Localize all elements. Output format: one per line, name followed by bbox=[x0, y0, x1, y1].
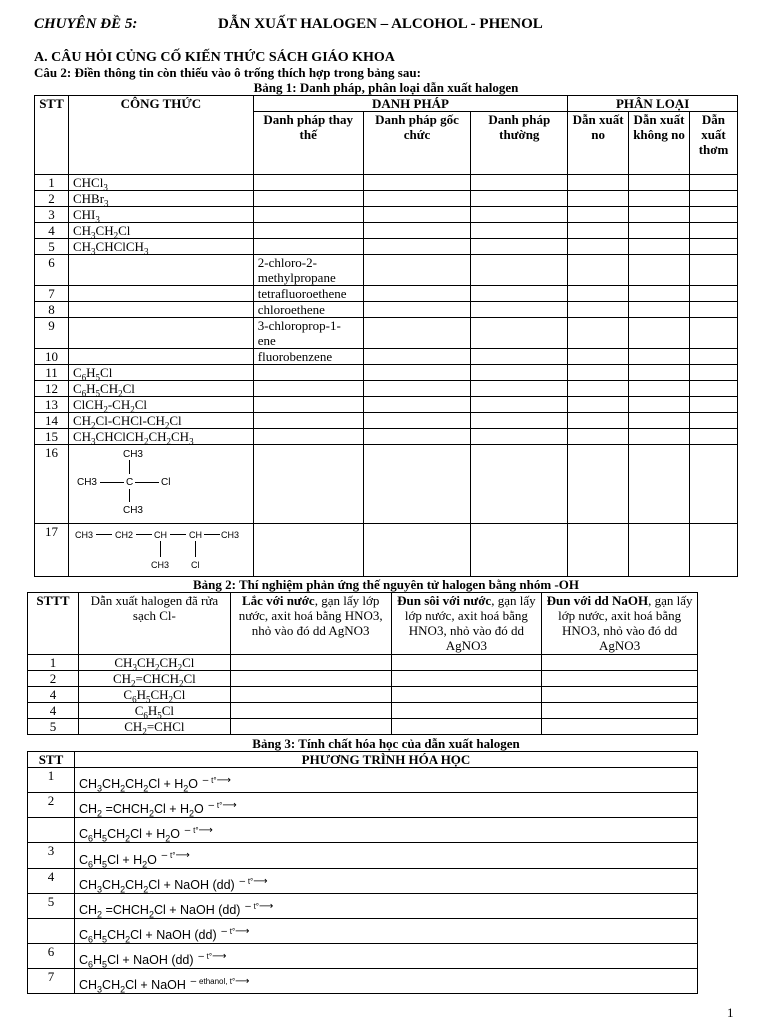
blank-cell[interactable] bbox=[689, 239, 737, 255]
reaction-condition: t° bbox=[247, 876, 254, 886]
table-row bbox=[35, 223, 738, 239]
row-number: 3 bbox=[28, 843, 75, 868]
formula-cell: $CH_2=CHCH_2Cl$ bbox=[78, 671, 230, 687]
formula-cell bbox=[68, 255, 253, 286]
formula-cell: $ClCH_2-CH_2Cl$ bbox=[68, 397, 253, 413]
row-number: 1 bbox=[28, 655, 79, 671]
formula-cell: $CH_2=CHCl$ bbox=[78, 719, 230, 735]
table-row bbox=[35, 413, 738, 429]
blank-cell[interactable] bbox=[629, 255, 690, 286]
blank-cell[interactable] bbox=[471, 239, 568, 255]
header-common-name: Danh pháp thường bbox=[471, 112, 568, 175]
row-number: 3 bbox=[35, 207, 69, 223]
blank-cell[interactable] bbox=[391, 671, 542, 687]
table-row bbox=[28, 893, 698, 918]
substitutive-name-cell[interactable]: chloroethene bbox=[253, 302, 363, 318]
naoh-text: , gạn lấy lớp nước, axit hoá bằng HNO3, nhỏ vào đó dd AgNO3 bbox=[558, 593, 693, 653]
blank-cell[interactable] bbox=[391, 703, 542, 719]
struct17-c1: CH3 bbox=[74, 530, 93, 540]
equation-text: $CH_3CH_2Cl$ + NaOH bbox=[78, 978, 186, 995]
row-number: 8 bbox=[35, 302, 69, 318]
blank-cell[interactable] bbox=[471, 381, 568, 397]
reaction-arrow-icon: – t°⟶ bbox=[158, 850, 190, 862]
blank-cell[interactable] bbox=[689, 318, 737, 349]
blank-cell[interactable] bbox=[230, 671, 391, 687]
row-number: 6 bbox=[35, 255, 69, 286]
table3-caption: Bảng 3: Tính chất hóa học của dẫn xuất halogen bbox=[252, 736, 520, 751]
blank-cell[interactable] bbox=[689, 175, 737, 191]
header-stt: STTT bbox=[28, 593, 79, 655]
blank-cell[interactable] bbox=[471, 413, 568, 429]
blank-cell[interactable] bbox=[689, 429, 737, 445]
blank-cell[interactable] bbox=[363, 429, 471, 445]
structure-17 bbox=[68, 524, 253, 577]
table-row bbox=[35, 318, 738, 349]
table-row bbox=[28, 944, 698, 969]
blank-cell[interactable] bbox=[471, 223, 568, 239]
blank-cell[interactable] bbox=[363, 255, 471, 286]
boil-bold: Đun sôi với nước bbox=[397, 593, 492, 608]
row-number: 17 bbox=[35, 524, 69, 577]
substitutive-name-cell[interactable] bbox=[253, 175, 363, 191]
formula-cell: CHCl$_3$ bbox=[68, 175, 253, 191]
formula-cell: $CH_3CHClCH_2CH_2CH_3$ bbox=[68, 429, 253, 445]
section-a-heading: A. CÂU HỎI CỦNG CỐ KIẾN THỨC SÁCH GIÁO KHOA bbox=[34, 50, 395, 65]
row-number bbox=[28, 918, 75, 943]
table-row bbox=[28, 768, 698, 793]
bond-line bbox=[170, 534, 186, 535]
formula-cell: $CH_3CH_2Cl$ bbox=[68, 223, 253, 239]
equation-cell[interactable] bbox=[74, 818, 697, 843]
struct16-ch3-top: CH3 bbox=[122, 449, 143, 460]
bond-line bbox=[136, 534, 152, 535]
reaction-condition: t° bbox=[211, 776, 217, 785]
blank-cell[interactable] bbox=[568, 365, 629, 381]
equation-cell[interactable] bbox=[74, 768, 697, 793]
equation-text: $CH_2$ $=CHCH_2Cl + H_2O$ bbox=[78, 802, 204, 819]
formula-cell bbox=[68, 349, 253, 365]
blank-cell[interactable] bbox=[689, 286, 737, 302]
header-substitutive-name: Danh pháp thay thế bbox=[253, 112, 363, 175]
blank-cell[interactable] bbox=[363, 207, 471, 223]
struct17-sub1: CH3 bbox=[150, 560, 169, 570]
equation-cell[interactable] bbox=[74, 918, 697, 943]
substitutive-name-cell[interactable] bbox=[253, 239, 363, 255]
struct16-ch3-bottom: CH3 bbox=[122, 505, 143, 516]
question-text: Câu 2: Điền thông tin còn thiếu vào ô trống thích hợp trong bảng sau: bbox=[34, 65, 421, 80]
formula-cell: $C_6H_5CH_2Cl$ bbox=[78, 687, 230, 703]
struct16-ch3-left: CH3 bbox=[76, 477, 97, 488]
blank-cell[interactable] bbox=[689, 397, 737, 413]
substitutive-name-cell[interactable] bbox=[253, 413, 363, 429]
row-number: 2 bbox=[35, 191, 69, 207]
blank-cell[interactable] bbox=[629, 239, 690, 255]
nomenclature-table bbox=[34, 95, 738, 577]
blank-cell[interactable] bbox=[629, 223, 690, 239]
page-number: 1 bbox=[727, 1005, 734, 1020]
table-row bbox=[35, 429, 738, 445]
table-row bbox=[28, 655, 698, 671]
table1-caption: Bảng 1: Danh pháp, phân loại dẫn xuất halogen bbox=[253, 80, 519, 95]
blank-cell[interactable] bbox=[471, 429, 568, 445]
blank-cell[interactable] bbox=[471, 255, 568, 286]
reaction-arrow-icon: – t°⟶ bbox=[236, 875, 268, 887]
equation-cell[interactable] bbox=[74, 893, 697, 918]
struct16-chlorine: Cl bbox=[160, 477, 171, 488]
blank-cell[interactable] bbox=[629, 175, 690, 191]
blank-cell[interactable] bbox=[542, 687, 698, 703]
blank-cell[interactable] bbox=[363, 191, 471, 207]
blank-cell[interactable] bbox=[689, 207, 737, 223]
reaction-arrow-icon: – t°⟶ bbox=[205, 800, 237, 812]
blank-cell[interactable] bbox=[568, 286, 629, 302]
blank-cell[interactable] bbox=[629, 349, 690, 365]
row-number: 9 bbox=[35, 318, 69, 349]
blank-cell[interactable] bbox=[629, 429, 690, 445]
table2-caption: Bảng 2: Thí nghiệm phản ứng thế nguyên tử halogen bằng nhóm -OH bbox=[193, 577, 579, 592]
table-row bbox=[35, 445, 738, 524]
reaction-arrow-icon: – t°⟶ bbox=[181, 825, 213, 837]
blank-cell[interactable] bbox=[471, 397, 568, 413]
header-saturated: Dẫn xuất no bbox=[568, 112, 629, 175]
row-number: 16 bbox=[35, 445, 69, 524]
header-stt: STT bbox=[35, 96, 69, 175]
blank-cell[interactable] bbox=[629, 191, 690, 207]
blank-cell[interactable] bbox=[471, 318, 568, 349]
table-row bbox=[28, 687, 698, 703]
formula-cell bbox=[68, 318, 253, 349]
bond-line bbox=[100, 482, 124, 483]
table-row bbox=[28, 719, 698, 735]
substitutive-name-cell[interactable]: 2-chloro-2-methylpropane bbox=[253, 255, 363, 286]
table-row bbox=[28, 793, 698, 818]
row-number: 5 bbox=[35, 239, 69, 255]
blank-cell[interactable] bbox=[363, 175, 471, 191]
reaction-arrow-icon: – t°⟶ bbox=[242, 900, 274, 912]
formula-cell: CHBr$_3$ bbox=[68, 191, 253, 207]
blank-cell[interactable] bbox=[542, 671, 698, 687]
row-number bbox=[28, 818, 75, 843]
row-number: 14 bbox=[35, 413, 69, 429]
row-number: 4 bbox=[28, 703, 79, 719]
topic-label: CHUYÊN ĐỀ 5: bbox=[34, 16, 138, 32]
formula-cell: $C_6H_5Cl$ bbox=[68, 365, 253, 381]
table-row bbox=[35, 524, 738, 577]
struct17-c5: CH3 bbox=[220, 530, 239, 540]
substitutive-name-cell[interactable] bbox=[253, 207, 363, 223]
row-number: 5 bbox=[28, 893, 75, 918]
bond-line bbox=[195, 541, 196, 557]
formula-cell: $C_6H_5CH_2Cl$ bbox=[68, 381, 253, 397]
table-row bbox=[35, 207, 738, 223]
formula-cell: $CH_3CH_2CH_2Cl$ bbox=[78, 655, 230, 671]
row-number: 11 bbox=[35, 365, 69, 381]
row-number: 12 bbox=[35, 381, 69, 397]
blank-cell[interactable] bbox=[689, 223, 737, 239]
struct17-sub2: Cl bbox=[190, 560, 200, 570]
header-stt: STT bbox=[28, 752, 75, 768]
blank-cell[interactable] bbox=[568, 223, 629, 239]
reaction-condition: t° bbox=[229, 926, 236, 936]
blank-cell[interactable] bbox=[363, 381, 471, 397]
bond-line bbox=[160, 541, 161, 557]
blank-cell[interactable] bbox=[629, 286, 690, 302]
row-number: 15 bbox=[35, 429, 69, 445]
page-title: DẪN XUẤT HALOGEN – ALCOHOL - PHENOL bbox=[218, 16, 543, 32]
table-row bbox=[28, 703, 698, 719]
blank-cell[interactable] bbox=[629, 381, 690, 397]
struct17-c4: CH bbox=[188, 530, 202, 540]
reaction-arrow-icon: – t°⟶ bbox=[218, 925, 250, 937]
blank-cell[interactable] bbox=[629, 413, 690, 429]
blank-cell[interactable] bbox=[363, 318, 471, 349]
formula-cell: $CH_2Cl-CHCl-CH_2Cl$ bbox=[68, 413, 253, 429]
table-row bbox=[35, 349, 738, 365]
table-row bbox=[28, 918, 698, 943]
blank-cell[interactable] bbox=[363, 286, 471, 302]
table-row bbox=[28, 843, 698, 868]
blank-cell[interactable] bbox=[629, 302, 690, 318]
header-classification: PHÂN LOẠI bbox=[568, 96, 738, 112]
header-shake-water bbox=[230, 593, 391, 655]
formula-cell: $CHI_3$ bbox=[68, 207, 253, 223]
row-number: 6 bbox=[28, 944, 75, 969]
blank-cell[interactable] bbox=[391, 719, 542, 735]
blank-cell[interactable] bbox=[629, 318, 690, 349]
row-number: 4 bbox=[28, 687, 79, 703]
experiment-table bbox=[27, 592, 698, 735]
blank-cell[interactable] bbox=[471, 191, 568, 207]
blank-cell[interactable] bbox=[230, 703, 391, 719]
blank-cell[interactable] bbox=[391, 687, 542, 703]
equation-text: $CH_3CH_2CH_2Cl$ + NaOH (dd) bbox=[78, 877, 235, 895]
table-row bbox=[35, 365, 738, 381]
header-boil-water bbox=[391, 593, 542, 655]
blank-cell[interactable] bbox=[689, 413, 737, 429]
equation-cell[interactable] bbox=[74, 944, 697, 969]
table-row bbox=[35, 239, 738, 255]
blank-cell[interactable] bbox=[568, 302, 629, 318]
formula-cell bbox=[68, 286, 253, 302]
substitutive-name-cell[interactable]: 3-chloroprop-1-ene bbox=[253, 318, 363, 349]
reaction-arrow-icon: – t°⟶ bbox=[195, 951, 227, 963]
blank-cell[interactable] bbox=[568, 255, 629, 286]
blank-cell[interactable] bbox=[471, 365, 568, 381]
struct17-c3: CH bbox=[153, 530, 167, 540]
boil-text: , gạn lấy lớp nước, axit hoá bằng HNO3, nhỏ vào đó dd AgNO3 bbox=[404, 593, 536, 653]
row-number: 4 bbox=[28, 868, 75, 893]
row-number: 13 bbox=[35, 397, 69, 413]
blank-cell[interactable] bbox=[230, 655, 391, 671]
substitutive-name-cell[interactable]: tetrafluoroethene bbox=[253, 286, 363, 302]
formula-cell: $C_6H_5Cl$ bbox=[78, 703, 230, 719]
equation-table bbox=[27, 751, 698, 994]
blank-cell[interactable] bbox=[230, 719, 391, 735]
substitutive-name-cell[interactable] bbox=[253, 191, 363, 207]
blank-cell[interactable] bbox=[471, 207, 568, 223]
blank-cell[interactable] bbox=[568, 349, 629, 365]
header-formula: CÔNG THỨC bbox=[68, 96, 253, 175]
blank-cell[interactable] bbox=[230, 687, 391, 703]
blank-cell[interactable] bbox=[689, 365, 737, 381]
row-number: 2 bbox=[28, 793, 75, 818]
blank-cell[interactable] bbox=[542, 719, 698, 735]
blank-cell[interactable] bbox=[363, 413, 471, 429]
blank-cell[interactable] bbox=[629, 365, 690, 381]
struct17-c2: CH2 bbox=[114, 530, 133, 540]
header-equation: PHƯƠNG TRÌNH HÓA HỌC bbox=[74, 752, 697, 768]
blank-cell[interactable] bbox=[689, 381, 737, 397]
reaction-condition: t° bbox=[170, 851, 176, 861]
row-number: 1 bbox=[35, 175, 69, 191]
substitutive-name-cell[interactable]: fluorobenzene bbox=[253, 349, 363, 365]
formula-cell: $CH_3CHClCH_3$ bbox=[68, 239, 253, 255]
blank-cell[interactable] bbox=[689, 255, 737, 286]
blank-cell[interactable] bbox=[568, 318, 629, 349]
bond-line bbox=[135, 482, 159, 483]
equation-text: $CH_3CH_2CH_2Cl + H_2O$ bbox=[78, 777, 199, 794]
equation-text: $C_6H_5Cl + H_2O$ bbox=[78, 852, 157, 870]
bond-line bbox=[129, 460, 130, 474]
bond-line bbox=[129, 489, 130, 502]
blank-cell[interactable] bbox=[568, 381, 629, 397]
blank-cell[interactable] bbox=[363, 365, 471, 381]
row-number: 10 bbox=[35, 349, 69, 365]
reaction-condition: t° bbox=[216, 801, 223, 811]
blank-cell[interactable] bbox=[391, 655, 542, 671]
equation-cell[interactable] bbox=[74, 793, 697, 818]
table-row bbox=[28, 868, 698, 893]
equation-text: $C_6H_5CH_2Cl + H_2O$ bbox=[78, 827, 180, 844]
blank-cell[interactable] bbox=[471, 302, 568, 318]
blank-cell[interactable] bbox=[568, 413, 629, 429]
equation-cell[interactable] bbox=[74, 868, 697, 893]
reaction-condition: t° bbox=[253, 901, 259, 911]
table-row bbox=[35, 255, 738, 286]
formula-cell bbox=[68, 302, 253, 318]
blank-cell[interactable] bbox=[363, 239, 471, 255]
blank-cell[interactable] bbox=[363, 349, 471, 365]
blank-cell[interactable] bbox=[363, 302, 471, 318]
blank-cell[interactable] bbox=[542, 655, 698, 671]
blank-cell[interactable] bbox=[689, 191, 737, 207]
blank-cell[interactable] bbox=[471, 286, 568, 302]
blank-cell[interactable] bbox=[568, 429, 629, 445]
blank-cell[interactable] bbox=[471, 175, 568, 191]
reaction-condition: ethanol, t° bbox=[199, 977, 236, 987]
header-radicofunctional-name: Danh pháp gốc chức bbox=[363, 112, 471, 175]
blank-cell[interactable] bbox=[568, 397, 629, 413]
struct16-carbon: C bbox=[125, 477, 134, 488]
equation-cell[interactable] bbox=[74, 843, 697, 868]
blank-cell[interactable] bbox=[568, 239, 629, 255]
blank-cell[interactable] bbox=[629, 397, 690, 413]
blank-cell[interactable] bbox=[542, 703, 698, 719]
substitutive-name-cell[interactable] bbox=[253, 223, 363, 239]
table-row bbox=[35, 191, 738, 207]
blank-cell[interactable] bbox=[629, 207, 690, 223]
substitutive-name-cell[interactable] bbox=[253, 381, 363, 397]
shake-text: , gạn lấy lớp nước, axit hoá bằng HNO3, nhỏ vào đó dd AgNO3 bbox=[238, 593, 383, 638]
header-aromatic: Dẫn xuất thơm bbox=[689, 112, 737, 175]
table-row bbox=[28, 969, 698, 994]
table-row bbox=[28, 671, 698, 687]
substitutive-name-cell[interactable] bbox=[253, 365, 363, 381]
equation-text: $C_6H_5CH_2Cl$ + NaOH (dd) bbox=[78, 928, 217, 945]
shake-bold: Lắc với nước bbox=[241, 593, 315, 608]
header-naming: DANH PHÁP bbox=[253, 96, 567, 112]
table-row bbox=[35, 397, 738, 413]
equation-text: $CH_2$ $=CHCH_2Cl$ + NaOH (dd) bbox=[78, 902, 241, 920]
row-number: 4 bbox=[35, 223, 69, 239]
row-number: 7 bbox=[28, 969, 75, 994]
blank-cell[interactable] bbox=[471, 349, 568, 365]
table-row bbox=[35, 381, 738, 397]
reaction-condition: t° bbox=[193, 826, 199, 836]
reaction-condition: t° bbox=[206, 952, 213, 962]
bond-line bbox=[204, 534, 220, 535]
blank-cell[interactable] bbox=[568, 207, 629, 223]
reaction-arrow-icon: – t°⟶ bbox=[200, 775, 231, 786]
bond-line bbox=[96, 534, 112, 535]
header-derivative: Dẫn xuất halogen đã rửa sạch Cl- bbox=[78, 593, 230, 655]
naoh-bold: Đun với dd NaOH bbox=[546, 593, 649, 608]
blank-cell[interactable] bbox=[689, 349, 737, 365]
reaction-arrow-icon: – ethanol, t°⟶ bbox=[187, 976, 250, 988]
structure-16 bbox=[68, 445, 253, 524]
table-row bbox=[35, 302, 738, 318]
row-number: 2 bbox=[28, 671, 79, 687]
header-unsaturated: Dẫn xuất không no bbox=[629, 112, 690, 175]
substitutive-name-cell[interactable] bbox=[253, 429, 363, 445]
table-row bbox=[35, 286, 738, 302]
blank-cell[interactable] bbox=[568, 175, 629, 191]
row-number: 7 bbox=[35, 286, 69, 302]
row-number: 1 bbox=[28, 768, 75, 793]
row-number: 5 bbox=[28, 719, 79, 735]
header-naoh bbox=[542, 593, 698, 655]
blank-cell[interactable] bbox=[363, 397, 471, 413]
substitutive-name-cell[interactable] bbox=[253, 397, 363, 413]
blank-cell[interactable] bbox=[689, 302, 737, 318]
table-row bbox=[35, 175, 738, 191]
table-row bbox=[28, 818, 698, 843]
blank-cell[interactable] bbox=[363, 223, 471, 239]
equation-text: $C_6H_5Cl$ + NaOH (dd) bbox=[78, 953, 194, 970]
equation-cell[interactable] bbox=[74, 969, 697, 994]
blank-cell[interactable] bbox=[568, 191, 629, 207]
